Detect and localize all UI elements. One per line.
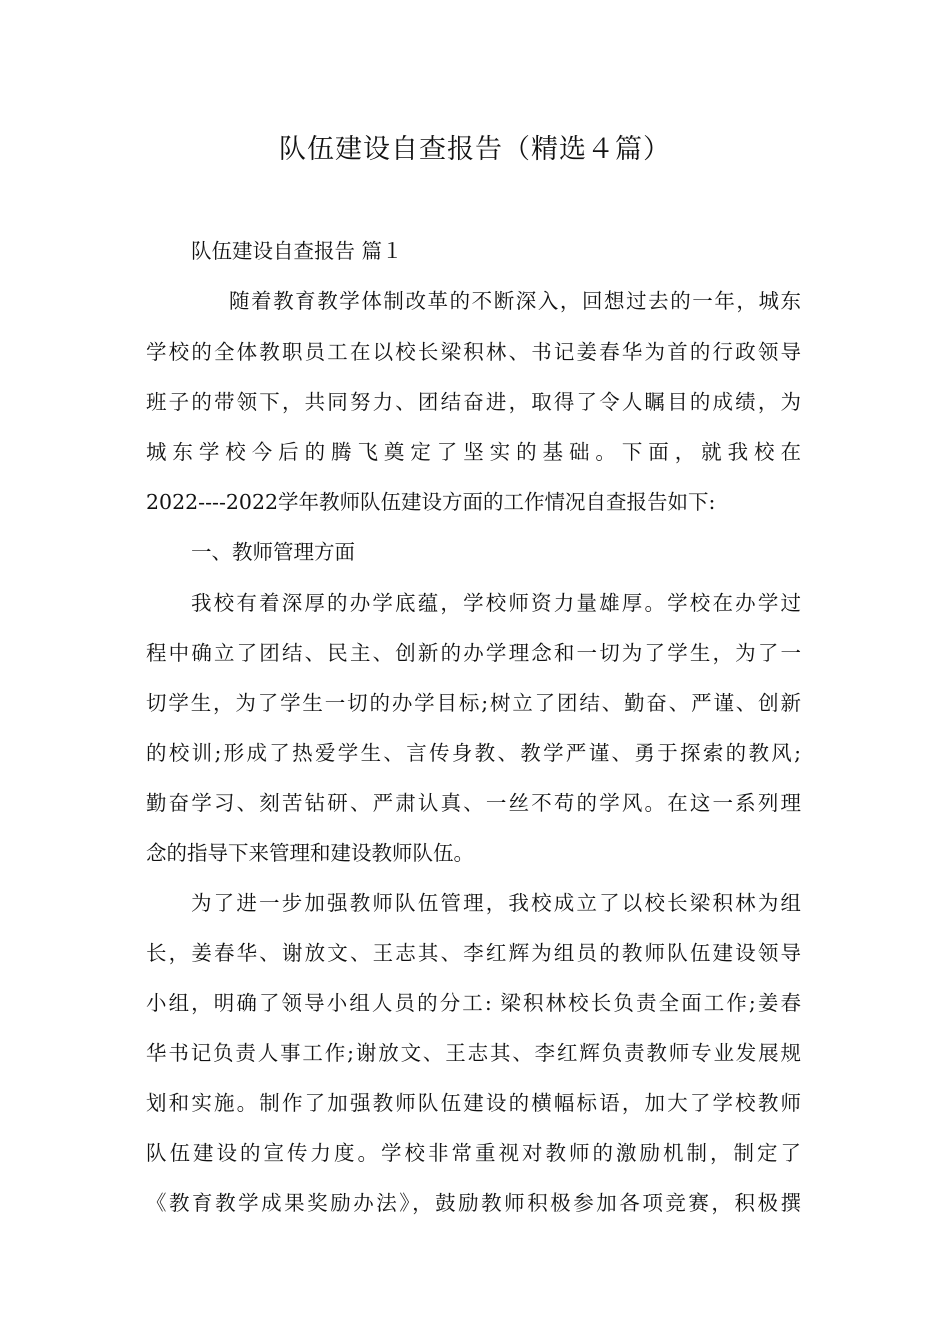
- subheading: 一、教师管理方面: [191, 540, 355, 564]
- document-title: 队伍建设自查报告（精选４篇）: [279, 134, 671, 165]
- paragraph-line: 长，姜春华、谢放文、王志其、李红辉为组员的教师队伍建设领导: [146, 941, 801, 965]
- paragraph-line: 班子的带领下，共同努力、团结奋进，取得了令人瞩目的成绩，为: [146, 390, 801, 414]
- paragraph-line: 划和实施。制作了加强教师队伍建设的横幅标语，加大了学校教师: [146, 1091, 801, 1115]
- paragraph-line: 华书记负责人事工作;谢放文、王志其、李红辉负责教师专业发展规: [146, 1041, 801, 1065]
- paragraph-line: 小组，明确了领导小组人员的分工: 梁积林校长负责全面工作;姜春: [146, 991, 801, 1015]
- paragraph-line: 念的指导下来管理和建设教师队伍。: [146, 841, 474, 865]
- paragraph-line: 为了进一步加强教师队伍管理，我校成立了以校长梁积林为组: [191, 891, 801, 915]
- paragraph-line: 勤奋学习、刻苦钻研、严肃认真、一丝不苟的学风。在这一系列理: [146, 791, 801, 815]
- paragraph-line: 队伍建设的宣传力度。学校非常重视对教师的激励机制，制定了: [146, 1141, 801, 1165]
- paragraph-line: 切学生，为了学生一切的办学目标;树立了团结、勤奋、严谨、创新: [146, 691, 801, 715]
- paragraph-line: 2022----2022学年教师队伍建设方面的工作情况自查报告如下:: [146, 490, 716, 514]
- paragraph-line: 学校的全体教职员工在以校长梁积林、书记姜春华为首的行政领导: [146, 340, 801, 364]
- paragraph-line: 的校训;形成了热爱学生、言传身教、教学严谨、勇于探索的教风;: [146, 741, 801, 765]
- paragraph-line: 《教育教学成果奖励办法》，鼓励教师积极参加各项竞赛，积极撰: [146, 1191, 801, 1215]
- paragraph-line: 我校有着深厚的办学底蕴，学校师资力量雄厚。学校在办学过: [191, 591, 801, 615]
- paragraph-line: 随着教育教学体制改革的不断深入，回想过去的一年，城东: [229, 289, 801, 313]
- paragraph-line: 城东学校今后的腾飞奠定了坚实的基础。下面，就我校在: [146, 440, 801, 464]
- paragraph-line: 程中确立了团结、民主、创新的办学理念和一切为了学生，为了一: [146, 641, 801, 665]
- section-heading: 队伍建设自查报告 篇１: [191, 239, 403, 263]
